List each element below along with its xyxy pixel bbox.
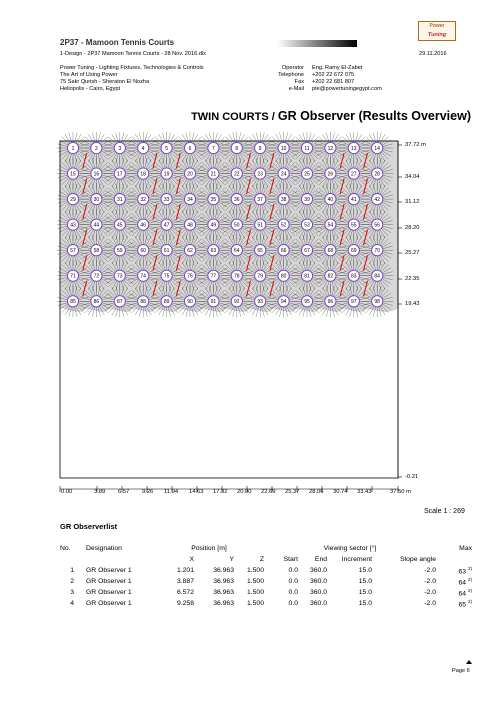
x-tick-label: 0.00 xyxy=(61,489,73,495)
scroll-up-icon[interactable] xyxy=(466,660,472,664)
cell-y: 36.963 xyxy=(213,589,234,596)
observer-number: 73 xyxy=(117,273,123,280)
cell-designation: GR Observer 1 xyxy=(86,578,132,585)
observer-number: 68 xyxy=(327,248,334,255)
cell-x: 1.201 xyxy=(176,567,194,574)
observer-number: 96 xyxy=(327,299,334,306)
cell-no: 1 xyxy=(70,567,74,574)
header-viewing-sector: Viewing sector [°] xyxy=(323,545,377,552)
cell-slope: -2.0 xyxy=(424,600,436,607)
observer-number: 58 xyxy=(93,248,100,255)
observer-number: 83 xyxy=(351,273,357,280)
max-value: 65 xyxy=(458,601,467,609)
cell-max xyxy=(436,598,472,609)
x-tick-label: 37.50 m xyxy=(390,489,411,495)
cell-z: 1.500 xyxy=(246,567,264,574)
observer-number: 36 xyxy=(234,197,240,203)
max-note: 2) xyxy=(467,576,472,582)
observer-number: 61 xyxy=(163,248,170,255)
observer-number: 91 xyxy=(210,299,217,306)
y-tick-label: -0.21 xyxy=(405,474,419,480)
page-number: Page 6 xyxy=(452,668,470,674)
observer-number: 11 xyxy=(304,145,310,152)
table-subheader-row xyxy=(60,554,472,565)
observer-zone xyxy=(60,141,398,311)
observer-number: 79 xyxy=(257,273,263,280)
observer-number: 47 xyxy=(163,222,170,229)
observer-number: 67 xyxy=(304,248,310,255)
header-designation: Designation xyxy=(86,545,122,552)
observer-number: 51 xyxy=(257,222,263,229)
observer-number: 30 xyxy=(93,197,100,203)
cell-max xyxy=(436,576,472,587)
header-max: Max xyxy=(459,545,472,552)
cell-end: 360.0 xyxy=(309,589,327,596)
y-tick-label: 28.20 xyxy=(405,225,420,231)
cell-y: 36.963 xyxy=(213,567,234,574)
observer-number: 59 xyxy=(117,248,123,255)
contact-value: +202 22 681 807 xyxy=(312,79,355,85)
contact-label: Fax xyxy=(294,79,304,85)
observer-number: 43 xyxy=(70,222,76,229)
max-note: 2) xyxy=(467,587,472,593)
cell-designation: GR Observer 1 xyxy=(86,567,132,574)
cell-start: 0.0 xyxy=(288,589,298,596)
observer-number: 64 xyxy=(234,248,240,255)
observer-number: 13 xyxy=(351,145,357,152)
cell-no: 2 xyxy=(70,578,74,585)
observer-number: 89 xyxy=(163,299,170,306)
y-tick-label: 34.04 xyxy=(405,174,420,180)
observer-number: 8 xyxy=(235,145,239,152)
table-row xyxy=(60,587,472,598)
observer-number: 69 xyxy=(351,248,357,255)
x-tick-label: 3.89 xyxy=(94,489,106,495)
y-tick-label: 37.72 m xyxy=(405,142,426,148)
y-tick-label: 25.27 xyxy=(405,250,420,256)
x-tick-label: 20.00 xyxy=(237,489,252,495)
max-note: 2) xyxy=(467,565,472,571)
x-tick-label: 33.43 xyxy=(357,489,372,495)
cell-max xyxy=(436,587,472,598)
page-heading-main: GR Observer (Results Overview) xyxy=(277,109,471,123)
observer-number: 55 xyxy=(351,222,357,229)
observer-list-title: GR Observerlist xyxy=(60,522,118,531)
observer-number: 94 xyxy=(280,299,287,306)
observer-number: 9 xyxy=(258,145,262,152)
observer-number: 80 xyxy=(280,273,287,280)
observer-number: 24 xyxy=(280,171,287,178)
observer-number: 5 xyxy=(165,145,168,152)
observer-number: 18 xyxy=(140,171,146,178)
max-value: 64 xyxy=(458,579,467,587)
observer-number: 22 xyxy=(234,171,240,178)
contact-value: pte@powertuningegypt.com xyxy=(312,86,382,92)
observer-number: 34 xyxy=(187,197,193,203)
x-tick-label: 11.94 xyxy=(164,489,179,495)
header-slope-angle: Slope angle xyxy=(400,556,436,563)
observer-number: 63 xyxy=(210,248,217,255)
observer-number: 72 xyxy=(93,273,100,280)
cell-no: 4 xyxy=(70,600,74,607)
observer-number: 15 xyxy=(70,171,76,178)
x-tick-label: 17.32 xyxy=(213,489,228,495)
observer-table xyxy=(60,543,472,609)
scale-label: Scale 1 : 269 xyxy=(424,508,465,515)
cell-x: 6.572 xyxy=(176,589,194,596)
observer-number: 87 xyxy=(117,299,123,306)
observer-number: 86 xyxy=(93,299,100,306)
observer-number: 50 xyxy=(234,222,240,229)
cell-increment: 15.0 xyxy=(358,589,372,596)
observer-number: 45 xyxy=(117,222,123,229)
header-increment: Increment xyxy=(341,556,372,563)
table-header-row xyxy=(60,543,472,554)
observer-number: 29 xyxy=(70,197,76,203)
y-tick-label: 22.35 xyxy=(405,276,420,282)
x-tick-label: 25.37 xyxy=(285,489,300,495)
observer-number: 97 xyxy=(351,299,357,306)
document-date: 29.11.2016 xyxy=(419,51,447,57)
observer-number: 35 xyxy=(210,197,217,203)
header-position: Position [m] xyxy=(191,545,227,552)
observer-number: 14 xyxy=(374,145,380,152)
observer-number: 54 xyxy=(327,222,334,229)
observer-number: 17 xyxy=(117,171,123,178)
observer-number: 78 xyxy=(234,273,240,280)
max-note: 2) xyxy=(467,598,472,604)
cell-max xyxy=(436,565,472,576)
observer-number: 20 xyxy=(187,171,193,178)
observer-number: 82 xyxy=(327,273,334,280)
cell-slope: -2.0 xyxy=(424,567,436,574)
observer-number: 6 xyxy=(188,145,192,152)
observer-number: 85 xyxy=(70,299,76,306)
observer-number: 75 xyxy=(163,273,170,280)
cell-x: 9.258 xyxy=(176,600,194,607)
contact-value: Eng. Ramy El-Zabet xyxy=(312,65,363,71)
observer-number: 27 xyxy=(351,171,357,178)
observer-number: 74 xyxy=(140,273,146,280)
observer-number: 10 xyxy=(280,145,287,152)
observer-number: 56 xyxy=(374,222,380,229)
company-line: Heliopolis - Cairo, Egypt xyxy=(60,86,121,92)
x-tick-label: 6.57 xyxy=(118,489,130,495)
observer-number: 88 xyxy=(140,299,146,306)
observer-number: 53 xyxy=(304,222,310,229)
header-x: X xyxy=(189,556,194,563)
observer-number: 52 xyxy=(280,222,287,229)
observer-number: 46 xyxy=(140,222,146,229)
header-end: End xyxy=(314,556,327,563)
observer-number: 16 xyxy=(93,171,100,178)
document-subtitle: 1-Design - 2P37 Mamoon Tennis Courts - 28 Nov. 2016.dlx xyxy=(60,51,206,57)
observer-number: 49 xyxy=(210,222,217,229)
observer-number: 57 xyxy=(70,248,76,255)
x-tick-label: 22.69 xyxy=(261,489,276,495)
cell-end: 360.0 xyxy=(309,567,327,574)
observer-number: 19 xyxy=(163,171,170,178)
cell-z: 1.500 xyxy=(246,589,264,596)
max-value: 63 xyxy=(458,568,467,576)
x-tick-label: 14.63 xyxy=(189,489,204,495)
header-z: Z xyxy=(259,556,264,563)
observer-number: 84 xyxy=(374,273,380,280)
observer-number: 2 xyxy=(95,145,98,152)
observer-number: 81 xyxy=(304,273,310,280)
power-tuning-logo: Power Tuning xyxy=(418,21,456,41)
company-line: 75 Sakr Qurish - Sheraton El Nozha xyxy=(60,79,150,85)
cell-increment: 15.0 xyxy=(358,567,372,574)
cell-increment: 15.0 xyxy=(358,600,372,607)
cell-slope: -2.0 xyxy=(424,578,436,585)
observer-number: 93 xyxy=(257,299,263,306)
y-tick-label: 19.43 xyxy=(405,301,420,307)
observer-number: 32 xyxy=(140,197,146,203)
observer-number: 40 xyxy=(327,197,334,203)
observer-number: 92 xyxy=(234,299,240,306)
contact-label: e-Mail xyxy=(288,86,304,92)
cell-start: 0.0 xyxy=(288,578,298,585)
observer-number: 3 xyxy=(118,145,122,152)
company-line: Power Tuning - Lighting Fixtures, Technologies & Controls xyxy=(60,65,204,71)
cell-end: 360.0 xyxy=(309,578,327,585)
observer-number: 42 xyxy=(374,197,380,203)
observer-number: 41 xyxy=(351,197,357,203)
observer-number: 21 xyxy=(210,171,217,178)
x-tick-label: 30.74 xyxy=(333,489,348,495)
observer-number: 76 xyxy=(187,273,193,280)
table-row xyxy=(60,598,472,609)
observer-number: 60 xyxy=(140,248,146,255)
observer-number: 62 xyxy=(187,248,193,255)
observer-zone-shape xyxy=(60,141,398,311)
header-no: No. xyxy=(60,545,71,552)
project-title: 2P37 - Mamoon Tennis Courts xyxy=(60,38,175,47)
cell-slope: -2.0 xyxy=(424,589,436,596)
observer-number: 28 xyxy=(374,171,380,178)
contact-value: +202 22 672 075 xyxy=(312,72,355,78)
observer-number: 48 xyxy=(187,222,193,229)
observer-number: 33 xyxy=(163,197,170,203)
observer-number: 26 xyxy=(327,171,334,178)
table-row xyxy=(60,576,472,587)
cell-start: 0.0 xyxy=(288,600,298,607)
observer-number: 38 xyxy=(280,197,287,203)
contact-label: Operator xyxy=(281,65,304,71)
observer-number: 39 xyxy=(304,197,310,203)
cell-designation: GR Observer 1 xyxy=(86,600,132,607)
cell-designation: GR Observer 1 xyxy=(86,589,132,596)
cell-end: 360.0 xyxy=(309,600,327,607)
observer-number: 90 xyxy=(187,299,193,306)
cell-x: 3.887 xyxy=(176,578,194,585)
observer-number: 25 xyxy=(304,171,310,178)
observer-number: 1 xyxy=(71,145,75,152)
cell-increment: 15.0 xyxy=(358,578,372,585)
observer-number: 65 xyxy=(257,248,263,255)
header-start: Start xyxy=(283,556,298,563)
cell-z: 1.500 xyxy=(246,600,264,607)
observer-number: 31 xyxy=(117,197,123,203)
observer-number: 77 xyxy=(210,273,217,280)
cell-no: 3 xyxy=(70,589,74,596)
observer-number: 7 xyxy=(212,145,215,152)
max-value: 64 xyxy=(458,590,467,598)
observer-number: 71 xyxy=(70,273,76,280)
observer-number: 4 xyxy=(141,145,145,152)
page-heading-prefix: TWIN COURTS / xyxy=(191,111,278,123)
cell-z: 1.500 xyxy=(246,578,264,585)
cell-start: 0.0 xyxy=(288,567,298,574)
table-row xyxy=(60,565,472,576)
observer-number: 12 xyxy=(327,145,334,152)
contact-label: Telephone xyxy=(278,72,304,78)
cell-y: 36.963 xyxy=(213,578,234,585)
company-line: The Art of Using Power xyxy=(60,72,118,78)
observer-number: 70 xyxy=(374,248,380,255)
observer-number: 66 xyxy=(280,248,287,255)
observer-number: 44 xyxy=(93,222,100,229)
observer-number: 95 xyxy=(304,299,310,306)
cell-y: 36.963 xyxy=(213,600,234,607)
x-tick-label: 28.06 xyxy=(309,489,324,495)
y-tick-label: 31.12 xyxy=(405,199,420,205)
header-y: Y xyxy=(229,556,234,563)
observer-number: 23 xyxy=(257,171,263,178)
x-tick-label: 9.26 xyxy=(142,489,154,495)
observer-number: 37 xyxy=(257,197,263,203)
observer-number: 98 xyxy=(374,299,380,306)
